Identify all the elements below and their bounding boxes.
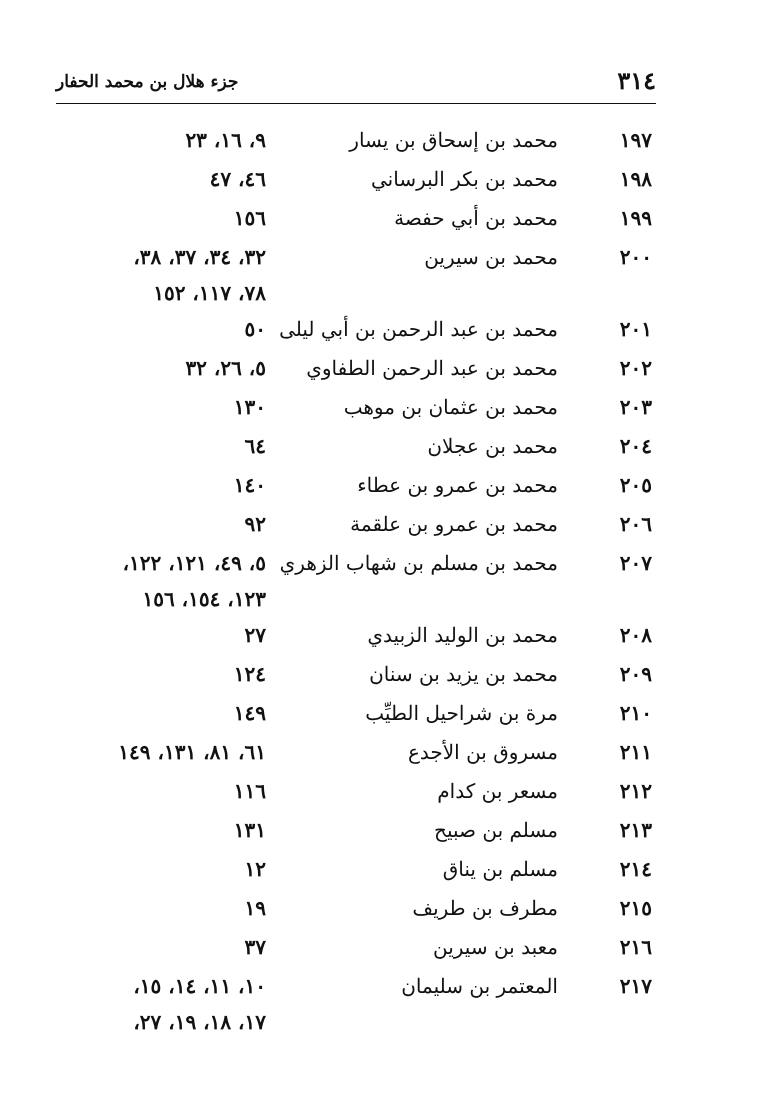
entry-name: محمد بن عمرو بن عطاء	[357, 473, 558, 497]
entry-name: محمد بن مسلم بن شهاب الزهري	[279, 551, 558, 575]
entry-name: محمد بن يزيد بن سنان	[369, 662, 558, 686]
entry-references: ١٠، ١١، ١٤، ١٥،	[133, 974, 266, 998]
entry-references: ٥، ٢٦، ٣٢	[185, 356, 266, 380]
entry-number: ١٩٨	[619, 167, 652, 191]
entry-number: ١٩٧	[619, 128, 652, 152]
entry-name: مطرف بن طريف	[412, 896, 558, 920]
entry-number: ٢١٢	[619, 779, 652, 803]
entry-references: ٤٦، ٤٧	[209, 167, 266, 191]
entry-name: محمد بن أبي حفصة	[394, 206, 558, 230]
entry-number: ٢٠١	[619, 317, 652, 341]
entry-number: ٢٠٣	[619, 395, 652, 419]
entry-name: محمد بن الوليد الزبيدي	[367, 623, 558, 647]
entry-number: ٢٠٨	[619, 623, 652, 647]
entry-number: ٢١٤	[619, 857, 652, 881]
entry-name: مرة بن شراحيل الطيِّب	[365, 701, 558, 725]
entry-number: ٢٠٤	[619, 434, 652, 458]
entry-references: ٧٨، ١١٧، ١٥٢	[153, 281, 266, 305]
entry-references: ٩٢	[244, 512, 266, 536]
entry-name: محمد بن سيرين	[424, 245, 558, 269]
entry-references: ١٩	[244, 896, 266, 920]
entry-references: ٣٢، ٣٤، ٣٧، ٣٨،	[133, 245, 266, 269]
entry-number: ٢١٣	[619, 818, 652, 842]
entry-name: محمد بن عجلان	[427, 434, 558, 458]
entry-name: مسلم بن يناق	[442, 857, 558, 881]
entry-number: ٢١٠	[619, 701, 652, 725]
entry-name: معبد بن سيرين	[432, 935, 558, 959]
entry-references: ٣٧	[244, 935, 266, 959]
entry-references: ١٢٣، ١٥٤، ١٥٦	[142, 587, 266, 611]
entry-name: مسعر بن كدام	[437, 779, 558, 803]
entry-references: ٥٠	[244, 317, 266, 341]
entry-references: ١٤٠	[233, 473, 266, 497]
entry-number: ١٩٩	[619, 206, 652, 230]
entry-number: ٢١٦	[619, 935, 652, 959]
entry-name: محمد بن بكر البرساني	[370, 167, 558, 191]
entry-references: ١٣٠	[233, 395, 266, 419]
running-title: جزء هلال بن محمد الحفار	[56, 72, 239, 92]
entry-name: محمد بن عثمان بن موهب	[343, 395, 558, 419]
entry-name: محمد بن عمرو بن علقمة	[350, 512, 558, 536]
entry-references: ٦٤	[244, 434, 266, 458]
entry-number: ٢٠٦	[619, 512, 652, 536]
entry-references: ١٤٩	[233, 701, 266, 725]
entry-number: ٢١١	[619, 740, 652, 764]
entry-number: ٢٠٩	[619, 662, 652, 686]
entry-references: ١١٦	[233, 779, 266, 803]
entry-name: محمد بن عبد الرحمن بن أبي ليلى	[279, 317, 558, 341]
entry-name: مسلم بن صبيح	[434, 818, 558, 842]
entry-references: ١٣١	[233, 818, 266, 842]
entry-references: ٩، ١٦، ٢٣	[185, 128, 266, 152]
entry-references: ١٧، ١٨، ١٩، ٢٧،	[133, 1010, 266, 1034]
entry-references: ٥، ٤٩، ١٢١، ١٢٢،	[122, 551, 266, 575]
entry-number: ٢٠٥	[619, 473, 652, 497]
page-number: ٣١٤	[617, 66, 656, 95]
entry-references: ٦١، ٨١، ١٣١، ١٤٩	[118, 740, 266, 764]
entry-name: محمد بن عبد الرحمن الطفاوي	[306, 356, 558, 380]
entry-references: ٢٧	[244, 623, 266, 647]
entry-references: ١٢٤	[233, 662, 266, 686]
entry-name: محمد بن إسحاق بن يسار	[349, 128, 558, 152]
entry-number: ٢٠٢	[619, 356, 652, 380]
entry-number: ٢١٥	[619, 896, 652, 920]
entry-references: ١٢	[244, 857, 266, 881]
entry-number: ٢٠٧	[619, 551, 652, 575]
entry-name: المعتمر بن سليمان	[401, 974, 558, 998]
entry-number: ٢١٧	[619, 974, 652, 998]
entry-number: ٢٠٠	[619, 245, 652, 269]
entry-name: مسروق بن الأجدع	[407, 740, 558, 764]
entry-references: ١٥٦	[233, 206, 266, 230]
